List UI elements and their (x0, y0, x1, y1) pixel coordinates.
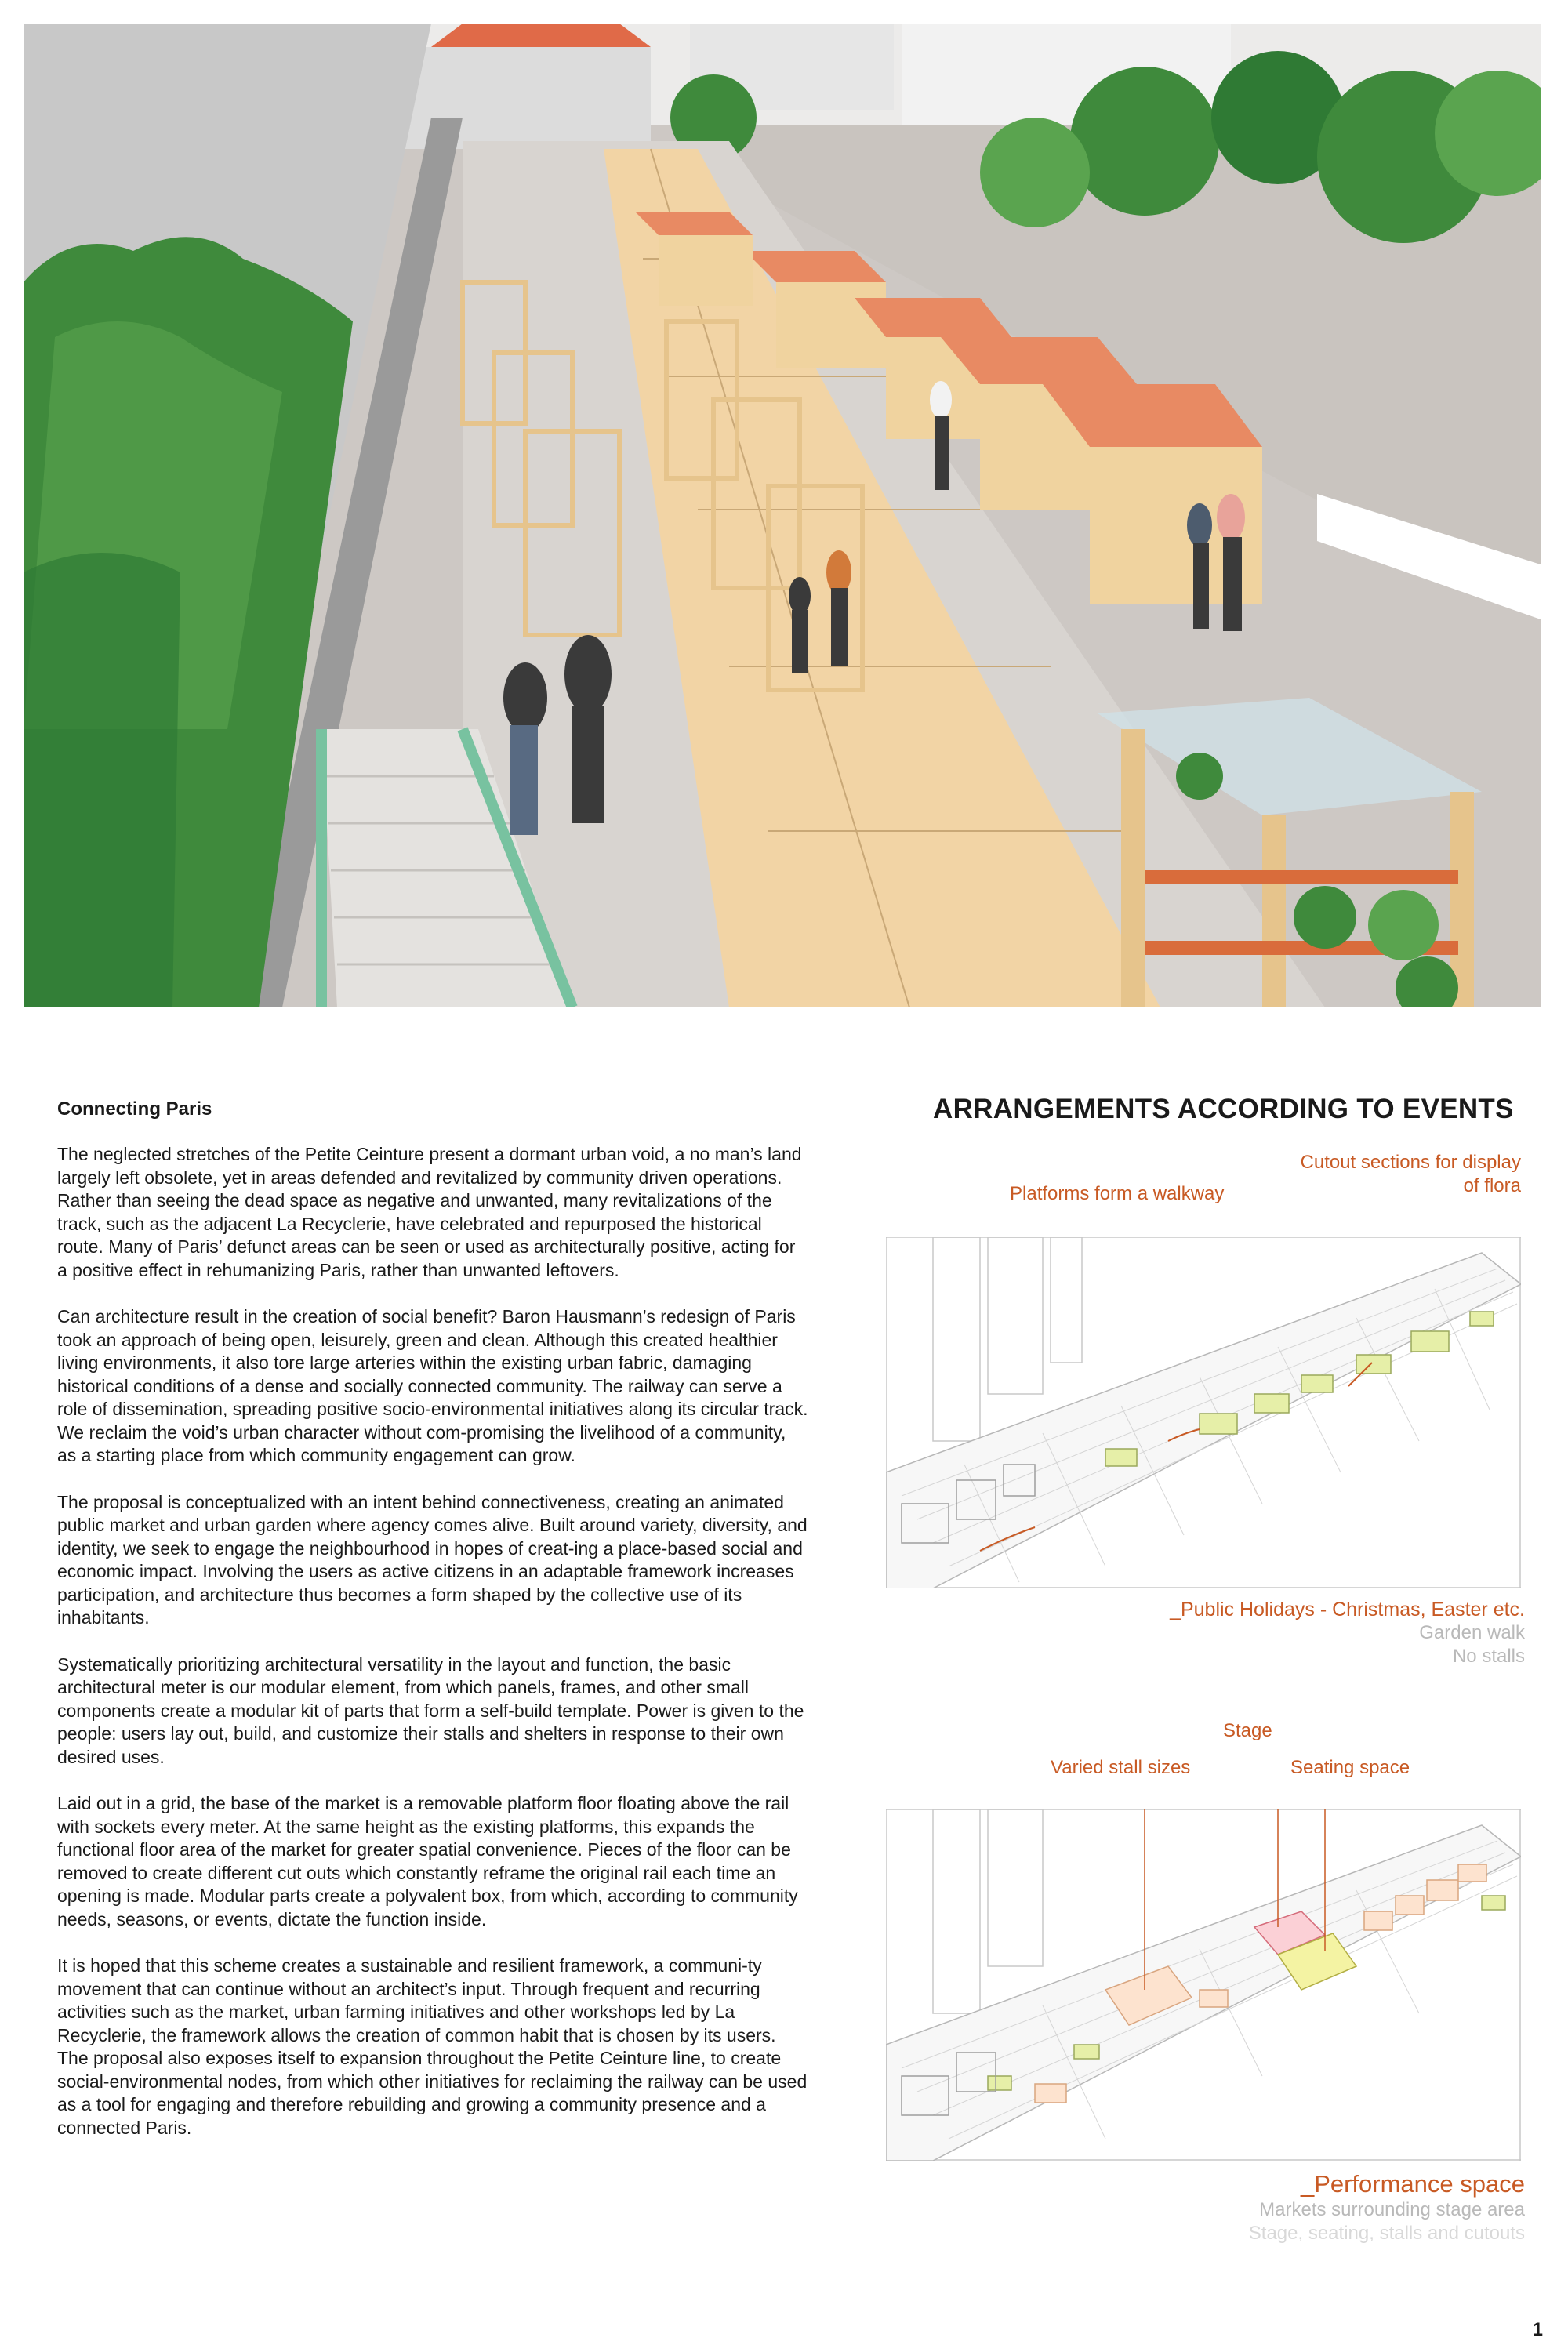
page-number: 1 (1532, 2319, 1543, 2340)
caption-performance-space (1249, 2170, 1525, 2245)
essay-heading: Connecting Paris (57, 1098, 212, 1120)
caption-public-holidays-title: _Public Holidays - Christmas, Easter etc. (1170, 1599, 1525, 1621)
label-cutout-line2: of flora (1463, 1175, 1521, 1196)
caption-performance-space-line2: Stage, seating, stalls and cutouts (1248, 2223, 1525, 2244)
essay-paragraph-5: Laid out in a grid, the base of the market is a removable platform floor floating above the rail with sockets every meter. At the same height as the existing platforms, this expands the functional floor area of the market for greater spatial convenience. Pieces of the floor can be removed to create different cut outs which constantly reframe the original rail each time an opening is made. Modular parts create a polyvalent box, from which, according to community needs, seasons, or events, dictate the function inside. (57, 1793, 798, 1929)
isometric-garden-walk (886, 1237, 1521, 1588)
diagram-performance-space (886, 1809, 1521, 2161)
label-varied-stall-sizes: Varied stall sizes (1051, 1757, 1191, 1778)
diagram-public-holidays (886, 1237, 1521, 1588)
railway-market-illustration (24, 24, 1541, 1007)
caption-public-holidays-line2: No stalls (1452, 1646, 1525, 1667)
isometric-performance-space (886, 1809, 1521, 2161)
caption-public-holidays-line1: Garden walk (1419, 1622, 1525, 1643)
label-seating-space: Seating space (1290, 1757, 1410, 1778)
label-cutout-line1: Cutout sections for display (1300, 1152, 1521, 1173)
label-walkway: Platforms form a walkway (1010, 1183, 1225, 1204)
hero-rendering (24, 24, 1541, 1007)
essay-paragraph-3: The proposal is conceptualized with an intent behind connectiveness, creating an animated public market and urban garden where agency comes alive. Built around variety, diversity, and identity, we seek to engage the neighbourhood in hopes of creat-ing a place-based social and economic impact. Involving the users as active citizens in an adaptable framework increases participation, and architecture thus becomes a form shaped by the collective use of its inhabitants. (57, 1491, 808, 1628)
essay-paragraph-4: Systematically prioritizing architectural versatility in the layout and function, the basic architectural meter is our modular element, from which panels, frames, and other small components create a modular kit of parts that form a self-build template. Power is given to the people: users lay out, build, and customize their stalls and shelters in response to their own desired uses. (57, 1653, 804, 1767)
essay-paragraph-6: It is hoped that this scheme creates a sustainable and resilient framework, a communi-ty movement that can continue without an architect’s input. Through frequent and recurring activities such as the market, urban farming initiatives and other workshops led by La Recyclerie, the framework allows the creation of common habit that is chosen by its users. The proposal also exposes itself to expansion throughout the Petite Ceinture line, to create social-environmental nodes, from which other initiatives for reclaiming the railway can be used as a tool for engaging and therefore rebuilding and growing a community presence and a connected Paris. (57, 1955, 808, 2138)
caption-performance-space-line1: Markets surrounding stage area (1259, 2199, 1525, 2220)
arrangements-title: ARRANGEMENTS ACCORDING TO EVENTS (933, 1094, 1514, 1124)
essay-paragraph-2: Can architecture result in the creation of social benefit? Baron Hausmann’s redesign of Paris took an approach of being open, leisurely, green and clean. Although this created healthier living environments, it also tore large arteries within the existing urban fabric, damaging historical conditions of a dense and socially connected community. The railway can serve a role of dissemination, spreading positive socio-environmental initiatives along its circular track. We reclaim the void’s urban character without com-promising the livelihood of a community, as a starting place from which community engagement can grow. (57, 1306, 808, 1465)
essay-paragraph-1: The neglected stretches of the Petite Ceinture present a dormant urban void, a no man’s land largely left obsolete, yet in areas defended and revitalized by community driven operations. Rather than seeing the dead space as negative and unwanted, many revitalizations of the track, such as the adjacent La Recyclerie, have celebrated and repurposed the historical route. Many of Paris’ defunct areas can be seen or used as architecturally positive, acting for a positive effect in rehumanizing Paris, rather than unwanted leftovers. (57, 1144, 802, 1280)
caption-performance-space-title: _Performance space (1300, 2170, 1525, 2198)
caption-public-holidays (1170, 1598, 1525, 1668)
essay-column (57, 1098, 810, 2163)
label-stage: Stage (1223, 1720, 1272, 1741)
